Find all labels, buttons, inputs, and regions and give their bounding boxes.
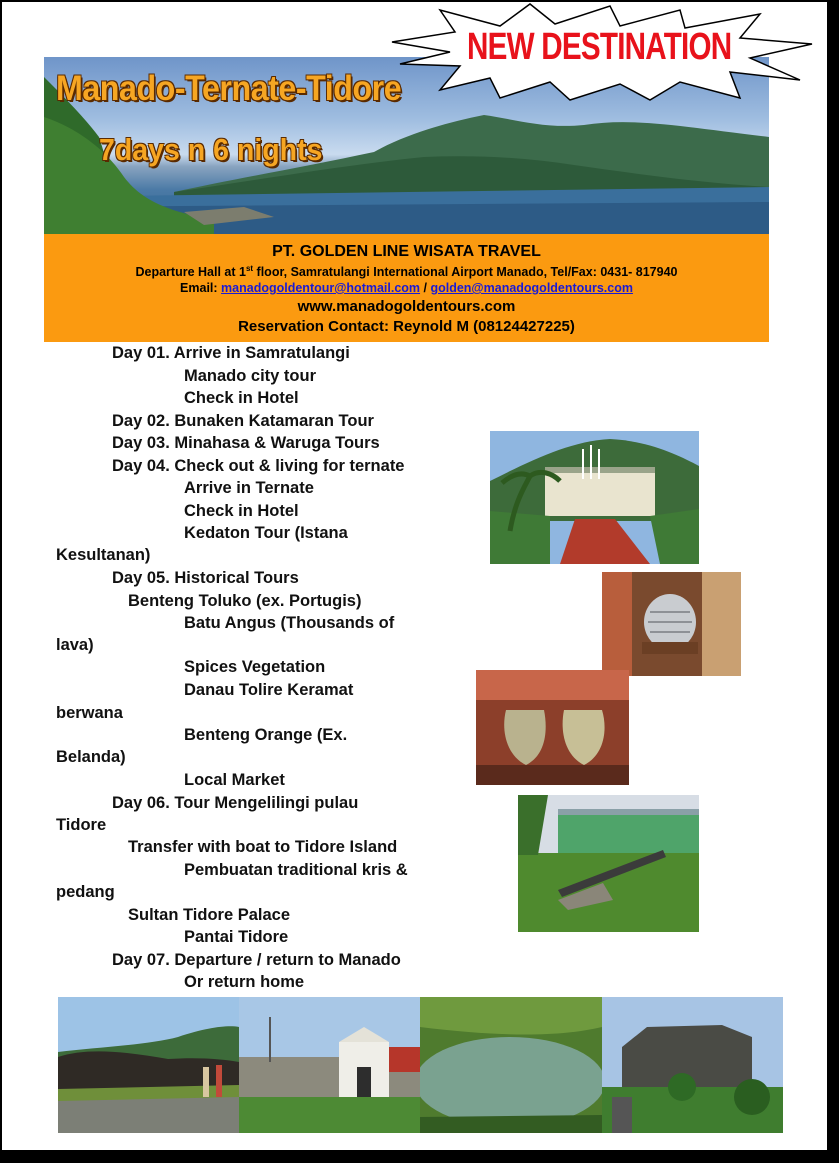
helmet-photo — [602, 572, 741, 676]
email-link-golden[interactable]: golden@manadogoldentours.com — [430, 281, 633, 295]
website[interactable]: www.manadogoldentours.com — [297, 298, 516, 315]
itinerary-line: Spices Vegetation — [184, 658, 326, 676]
itinerary-line: Check in Hotel — [184, 389, 299, 407]
itinerary-line: berwana — [56, 704, 123, 722]
itinerary-line: Check in Hotel — [184, 502, 299, 520]
email-line: Email: manadogoldentour@hotmail.com / golden@manadogoldentours.com — [180, 281, 633, 295]
itinerary-line: Benteng Orange (Ex. — [184, 726, 348, 744]
fort-gate-photo — [239, 997, 420, 1133]
itinerary-line: Day 06. Tour Mengelilingi pulau — [112, 794, 359, 812]
itinerary-line: Manado city tour — [184, 367, 317, 385]
cannon-photo — [518, 795, 699, 932]
itinerary-line: Kedaton Tour (Istana — [184, 524, 348, 542]
itinerary-line: Pantai Tidore — [184, 928, 289, 946]
itinerary-line: Sultan Tidore Palace — [128, 906, 291, 924]
badge-text: NEW DESTINATION — [467, 26, 732, 68]
address: Departure Hall at 1st floor, Samratulangi International Airport Manado, Tel/Fax: 0431- 817940 — [135, 264, 678, 280]
reservation-contact: Reservation Contact: Reynold M (08124427225) — [238, 318, 575, 335]
itinerary-line: Batu Angus (Thousands of — [184, 614, 395, 632]
itinerary-line: Danau Tolire Keramat — [184, 681, 354, 699]
page-shadow — [827, 12, 839, 1163]
itinerary-line: Day 03. Minahasa & Waruga Tours — [112, 434, 380, 452]
palace-photo — [490, 431, 699, 564]
company-name: PT. GOLDEN LINE WISATA TRAVEL — [272, 243, 541, 260]
itinerary-line: Transfer with boat to Tidore Island — [128, 838, 398, 856]
itinerary-line: Pembuatan traditional kris & — [184, 861, 408, 879]
lake-tolire-photo — [420, 997, 602, 1133]
fort-tower-photo — [602, 997, 783, 1133]
itinerary-line: Belanda) — [56, 748, 126, 766]
itinerary-line: Day 01. Arrive in Samratulangi — [112, 344, 350, 362]
itinerary-line: Day 04. Check out & living for ternate — [112, 457, 405, 475]
contact-block — [44, 234, 769, 342]
itinerary-line: lava) — [56, 636, 94, 654]
itinerary-line: pedang — [56, 883, 115, 901]
itinerary-line: Local Market — [184, 771, 285, 789]
itinerary-line: Day 05. Historical Tours — [112, 569, 299, 587]
itinerary-line: Day 02. Bunaken Katamaran Tour — [112, 412, 374, 430]
lava-field-photo — [58, 997, 239, 1133]
itinerary-line: Day 07. Departure / return to Manado — [112, 951, 401, 969]
itinerary-line: Tidore — [56, 816, 107, 834]
banner-subtitle: 7days n 6 nights — [99, 132, 323, 167]
armor-photo — [476, 670, 629, 785]
itinerary-line: Kesultanan) — [56, 546, 151, 564]
itinerary-line: Arrive in Ternate — [184, 479, 314, 497]
email-link-hotmail[interactable]: manadogoldentour@hotmail.com — [221, 281, 421, 295]
itinerary-line: Or return home — [184, 973, 305, 991]
itinerary-line: Benteng Toluko (ex. Portugis) — [128, 592, 362, 610]
banner-title: Manado-Ternate-Tidore — [56, 69, 402, 108]
